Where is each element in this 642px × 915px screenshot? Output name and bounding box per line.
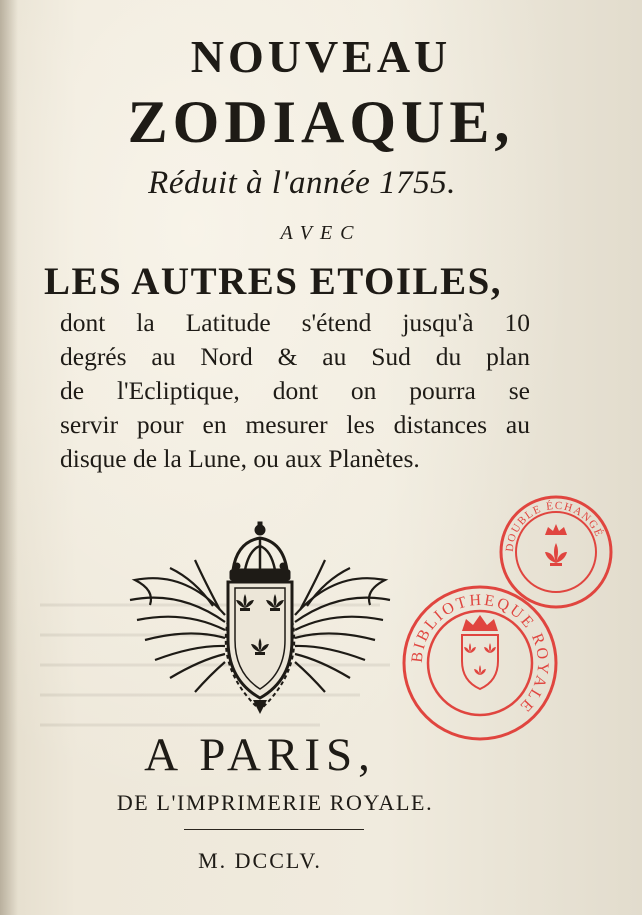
pendant-cross-icon	[253, 700, 267, 714]
stamp-large-text: BIBLIOTHEQUE ROYALE	[408, 591, 552, 717]
royal-arms-vignette	[125, 520, 395, 715]
subtitle-year: Réduit à l'année 1755.	[148, 165, 456, 201]
description-line: dont la Latitude s'étend jusqu'à 10	[60, 308, 530, 337]
fleur-de-lis-icon	[545, 524, 567, 566]
description-line: disque de la Lune, ou aux Planètes.	[60, 444, 420, 473]
title-line-nouveau: NOUVEAU	[190, 31, 452, 82]
imprint-divider	[184, 829, 364, 830]
imprint-date: M. DCCLV.	[198, 848, 322, 873]
description-line: de l'Ecliptique, dont on pourra se	[60, 376, 530, 405]
imprint-place: A PARIS,	[144, 729, 376, 781]
crown-icon	[230, 522, 290, 580]
description-paragraph	[60, 306, 530, 476]
left-plume-ornament	[130, 560, 225, 692]
right-plume-ornament	[295, 560, 390, 692]
description-line: degrés au Nord & au Sud du plan	[60, 342, 530, 371]
crowned-arms-icon	[462, 615, 498, 689]
description-line: servir pour en mesurer les distances au	[60, 410, 530, 439]
imprint-printer: DE L'IMPRIMERIE ROYALE.	[116, 790, 434, 815]
title-line-autres-etoiles: LES AUTRES ETOILES,	[43, 260, 503, 303]
fleur-de-lis-shield-icon	[228, 582, 292, 698]
title-line-zodiaque: ZODIAQUE,	[127, 89, 515, 155]
bibliotheque-royale-stamp	[400, 583, 560, 743]
stamp-small-text: DOUBLE ÉCHANGÉ	[503, 499, 606, 553]
avec-connector: AVEC	[280, 222, 362, 244]
